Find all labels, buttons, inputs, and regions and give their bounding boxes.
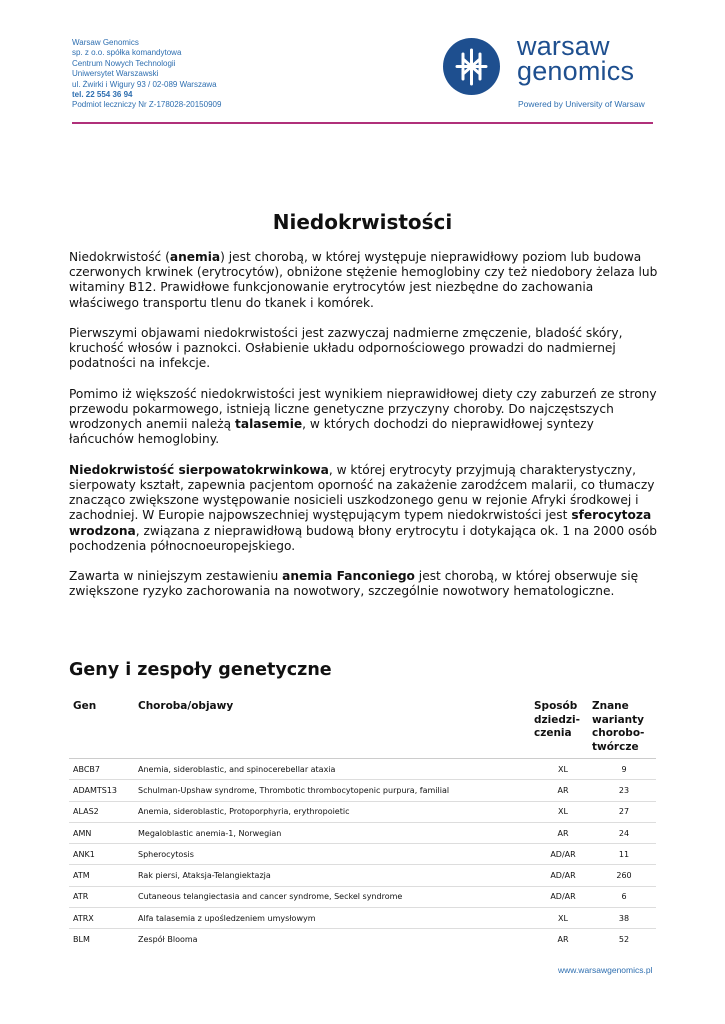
cell-variants: 9: [592, 759, 656, 780]
cell-gene: AMN: [69, 822, 134, 843]
cell-disease: Schulman-Upshaw syndrome, Thrombotic thrombocytopenic purpura, familial: [134, 780, 534, 801]
header-disease: Choroba/objawy: [138, 700, 234, 712]
article-body: [69, 250, 659, 615]
header-inheritance: Sposób dziedzi- czenia: [534, 700, 580, 739]
table-row: [69, 865, 656, 886]
cell-gene: ANK1: [69, 844, 134, 865]
company-address: [72, 38, 221, 111]
cell-disease: Cutaneous telangiectasia and cancer syndrome, Seckel syndrome: [134, 886, 534, 907]
address-line: Centrum Nowych Technologii: [72, 58, 176, 68]
table-row: [69, 759, 656, 780]
cell-gene: ATRX: [69, 908, 134, 929]
address-line: sp. z o.o. spółka komandytowa: [72, 48, 182, 58]
logo-tagline: Powered by University of Warsaw: [518, 99, 645, 109]
bold-term: Niedokrwistość sierpowatokrwinkowa: [69, 462, 329, 477]
cell-inheritance: XL: [534, 801, 592, 822]
bold-term: anemia: [169, 250, 221, 264]
cell-disease: Rak piersi, Ataksja-Telangiektazja: [134, 865, 534, 886]
paragraph: Zawarta w niniejszym zestawieniu anemia Fanconiego jest chorobą, w której obserwuje się zwiększone ryzyko zachorowania na nowotwory, szczególnie nowotwory hematologiczne.: [69, 569, 639, 599]
cell-disease: Spherocytosis: [134, 844, 534, 865]
table-row: [69, 801, 656, 822]
header-variants: Znane warianty chorobo- twórcze: [592, 700, 645, 753]
paragraph: Pomimo iż większość niedokrwistości jest wynikiem nieprawidłowej diety czy zaburzeń ze strony przewodu pokarmowego, istnieją liczne genetyczne przyczyny choroby. Do najczęstszych wrodzonych anemii należą talasemie, w których dochodzi do nieprawidłowej syntezy łańcuchów hemoglobiny.: [69, 386, 657, 447]
cell-gene: ATR: [69, 886, 134, 907]
logo-line-2: genomics: [517, 56, 635, 86]
address-line: ul. Żwirki i Wigury 93 / 02-089 Warszawa: [72, 79, 217, 89]
address-line: Warsaw Genomics: [72, 38, 139, 47]
cell-gene: ADAMTS13: [69, 780, 134, 801]
cell-inheritance: AD/AR: [534, 844, 592, 865]
genes-table: [69, 696, 656, 950]
section-title: Geny i zespoły genetyczne: [69, 660, 332, 680]
table-row: [69, 908, 656, 929]
address-line: Uniwersytet Warszawski: [72, 69, 159, 79]
cell-gene: ABCB7: [69, 759, 134, 780]
paragraph: Pierwszymi objawami niedokrwistości jest zazwyczaj nadmierne zmęczenie, bladość skóry, kruchość włosów i paznokci. Osłabienie układu odpornościowego prowadzi do nadmiernej podatności na infekcje.: [69, 326, 623, 371]
table-row: [69, 844, 656, 865]
bold-term: anemia Fanconiego: [282, 569, 415, 584]
cell-variants: 23: [592, 780, 656, 801]
table-header-row: [69, 696, 656, 759]
logo-line-1: warsaw: [517, 31, 610, 61]
bold-term: talasemie: [235, 417, 303, 432]
cell-variants: 38: [592, 908, 656, 929]
cell-gene: ATM: [69, 865, 134, 886]
cell-variants: 52: [592, 929, 656, 950]
cell-variants: 6: [592, 886, 656, 907]
cell-inheritance: AR: [534, 929, 592, 950]
table-row: [69, 929, 656, 950]
cell-variants: 260: [592, 865, 656, 886]
cell-gene: BLM: [69, 929, 134, 950]
cell-inheritance: AD/AR: [534, 886, 592, 907]
cell-disease: Alfa talasemia z upośledzeniem umysłowym: [134, 908, 534, 929]
table-row: [69, 822, 656, 843]
address-line: tel. 22 554 36 94: [72, 90, 133, 100]
cell-inheritance: AD/AR: [534, 865, 592, 886]
cell-inheritance: AR: [534, 822, 592, 843]
cell-disease: Zespół Blooma: [134, 929, 534, 950]
page-title: Niedokrwistości: [272, 210, 453, 234]
cell-variants: 11: [592, 844, 656, 865]
cell-inheritance: XL: [534, 908, 592, 929]
logo-wordmark: [517, 31, 635, 86]
cell-variants: 27: [592, 801, 656, 822]
table-row: [69, 886, 656, 907]
website-link[interactable]: www.warsawgenomics.pl: [558, 965, 653, 975]
header-gene: Gen: [73, 700, 97, 712]
paragraph: Niedokrwistość (anemia) jest chorobą, w której występuje nieprawidłowy poziom lub budowa czerwonych krwinek (erytrocytów), obniżone stężenie hemoglobiny czy też niedobory żelaza lub witaminy B12. Prawidłowe funkcjonowanie erytrocytów jest niezbędne do zachowania właściwego transportu tlenu do tkanek i komórek.: [69, 250, 658, 310]
company-logo: [443, 31, 658, 112]
cell-disease: Anemia, sideroblastic, and spinocerebellar ataxia: [134, 759, 534, 780]
bold-term: sferocytoza wrodzona: [69, 508, 652, 538]
cell-disease: Anemia, sideroblastic, Protoporphyria, erythropoietic: [134, 801, 534, 822]
cell-gene: ALAS2: [69, 801, 134, 822]
paragraph: Niedokrwistość sierpowatokrwinkowa, w której erytrocyty przyjmują charakterystyczny, sierpowaty kształt, zapewnia pacjentom oporność na zakażenie zarodźcem malarii, co tłumaczy znacząco zwiększone występowanie nosicieli uszkodzonego genu w rejonie Afryki środkowej i zachodniej. W Europie najpowszechniej występującym typem niedokrwistości jest sferocytoza wrodzona, związana z nieprawidłową budową błony erytrocytu i dotykająca ok. 1 na 2000 osób pochodzenia północnoeuropejskiego.: [69, 462, 657, 553]
cell-disease: Megaloblastic anemia-1, Norwegian: [134, 822, 534, 843]
cell-inheritance: AR: [534, 780, 592, 801]
table-row: [69, 780, 656, 801]
header-divider: [72, 122, 653, 124]
cell-inheritance: XL: [534, 759, 592, 780]
address-line: Podmiot leczniczy Nr Z-178028-20150909: [72, 100, 222, 110]
cell-variants: 24: [592, 822, 656, 843]
logo-emblem-icon: [443, 38, 500, 95]
